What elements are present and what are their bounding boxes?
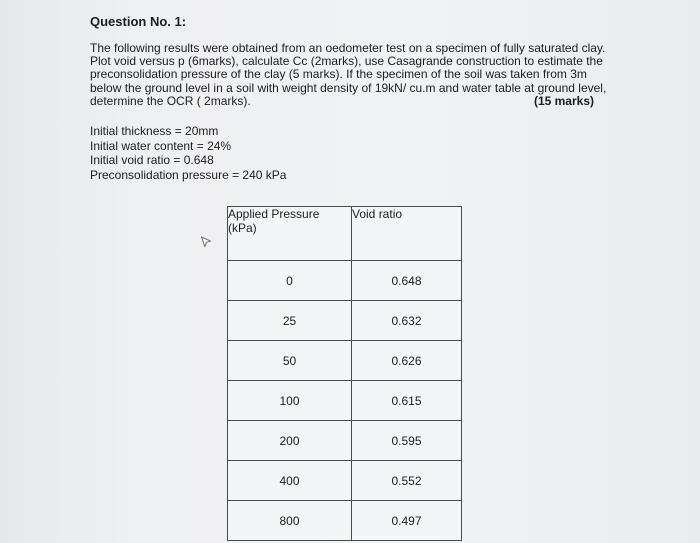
void-ratio-cell: 0.615 — [352, 381, 462, 421]
question-last-line — [90, 95, 618, 108]
table-header-row — [228, 207, 462, 261]
question-line: determine the OCR ( 2marks). — [90, 93, 251, 108]
pressure-cell: 200 — [228, 421, 352, 461]
oedometer-results-table — [227, 206, 462, 541]
question-text — [90, 42, 618, 108]
given-preconsolidation-pressure: Preconsolidation pressure = 240 kPa — [90, 167, 287, 182]
void-ratio-cell: 0.552 — [352, 461, 462, 501]
pressure-cell: 25 — [228, 301, 352, 341]
pointer-cursor-icon — [200, 236, 212, 248]
question-line: below the ground level in a soil with weight density of 19kN/ cu.m and water table at ground level, — [90, 80, 607, 95]
void-ratio-cell: 0.648 — [352, 261, 462, 301]
total-marks: (15 marks) — [533, 93, 594, 108]
question-line: The following results were obtained from an oedometer test on a specimen of fully saturated clay. — [90, 41, 606, 55]
table-row — [228, 421, 462, 461]
given-initial-thickness: Initial thickness = 20mm — [90, 124, 219, 138]
table-row — [228, 261, 462, 301]
void-ratio-cell: 0.497 — [352, 501, 462, 541]
pressure-cell: 50 — [228, 341, 352, 381]
table-row — [228, 501, 462, 541]
void-ratio-cell: 0.632 — [352, 301, 462, 341]
pressure-cell: 100 — [228, 381, 352, 421]
table-row — [228, 341, 462, 381]
header-applied-pressure — [228, 207, 352, 261]
question-title: Question No. 1: — [90, 14, 187, 29]
pressure-cell: 400 — [228, 461, 352, 501]
question-line: Plot void versus p (6marks), calculate Cc (2marks), use Casagrande construction to estimate the — [90, 54, 603, 69]
pressure-cell: 800 — [228, 501, 352, 541]
header-pressure-unit: (kPa) — [228, 221, 257, 235]
void-ratio-cell: 0.626 — [352, 341, 462, 381]
table-row — [228, 301, 462, 341]
question-line: preconsolidation pressure of the clay (5 marks). If the specimen of the soil was taken from 3m — [90, 67, 587, 82]
given-values — [90, 124, 286, 182]
given-initial-void-ratio: Initial void ratio = 0.648 — [90, 153, 214, 167]
given-initial-water-content: Initial water content = 24% — [90, 138, 232, 153]
table-row — [228, 381, 462, 421]
pressure-cell: 0 — [228, 261, 352, 301]
header-pressure-label: Applied Pressure — [228, 207, 320, 221]
header-void-ratio: Void ratio — [352, 207, 462, 261]
void-ratio-cell: 0.595 — [352, 421, 462, 461]
table-row — [228, 461, 462, 501]
